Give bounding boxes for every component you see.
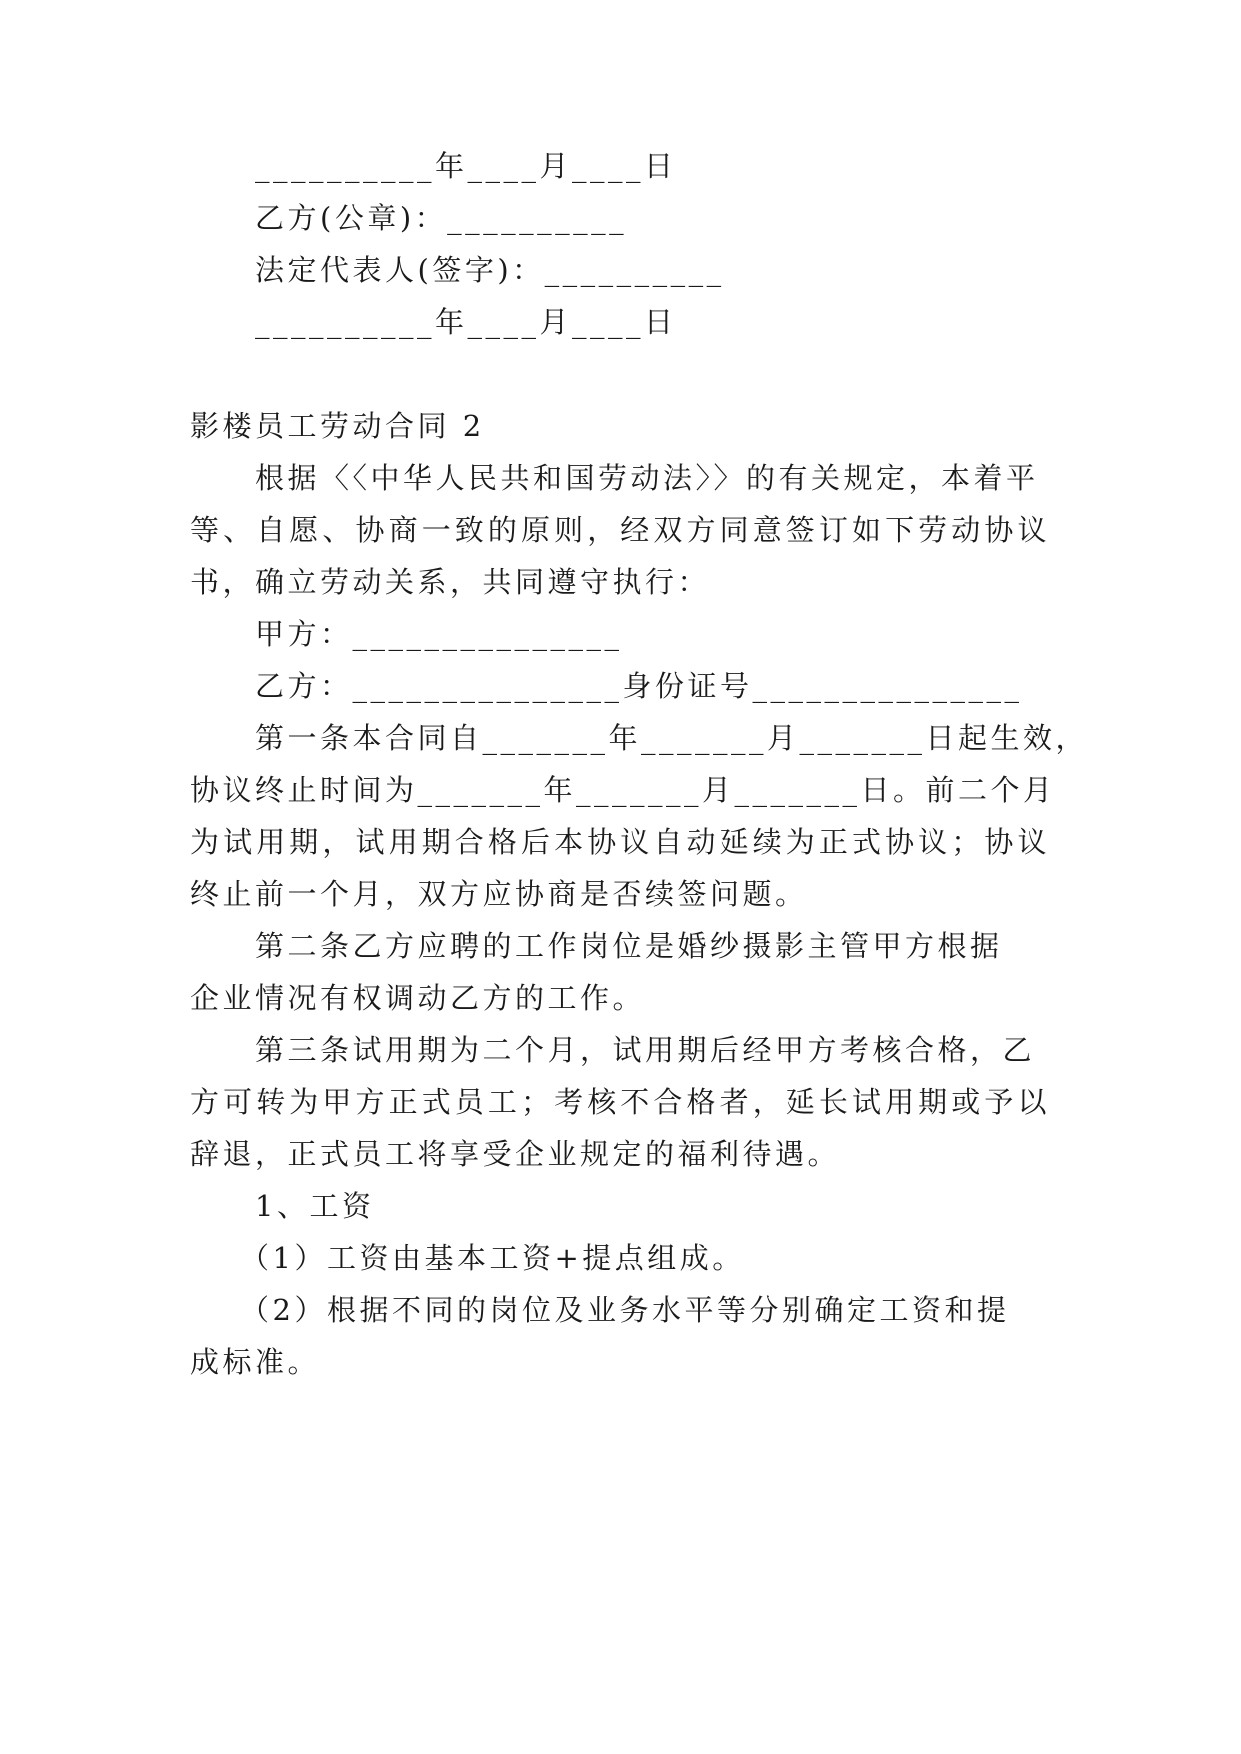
party-b-seal-line: 乙方(公章)：__________ xyxy=(255,201,628,235)
article-3-line-1: 第三条试用期为二个月，试用期后经甲方考核合格，乙 xyxy=(255,1033,1036,1067)
intro-line-3: 书，确立劳动关系，共同遵守执行： xyxy=(190,565,711,599)
article-1-line-2: 协议终止时间为_______年_______月_______日。前二个月 xyxy=(190,773,1056,807)
wage-heading: 1、工资 xyxy=(255,1189,375,1223)
intro-line-1: 根据〈〈中华人民共和国劳动法〉〉的有关规定，本着平 xyxy=(255,461,1039,495)
wage-item-1: （1）工资由基本工资+提点组成。 xyxy=(240,1241,745,1275)
date-line-1: __________年____月____日 xyxy=(255,149,677,183)
article-3-line-3: 辞退，正式员工将享受企业规定的福利待遇。 xyxy=(190,1137,841,1171)
wage-item-2-line-2: 成标准。 xyxy=(190,1345,321,1379)
article-3-line-2: 方可转为甲方正式员工；考核不合格者，延长试用期或予以 xyxy=(190,1085,1050,1119)
contract-title: 影楼员工劳动合同 2 xyxy=(190,409,485,443)
article-2-line-2: 企业情况有权调动乙方的工作。 xyxy=(190,981,646,1015)
article-1-line-4: 终止前一个月，双方应协商是否续签问题。 xyxy=(190,877,808,911)
article-1-line-1: 第一条本合同自_______年_______月_______日起生效， xyxy=(255,721,1089,755)
article-2-line-1: 第二条乙方应聘的工作岗位是婚纱摄影主管甲方根据 xyxy=(255,929,1003,963)
legal-rep-signature-line: 法定代表人(签字)：__________ xyxy=(255,253,725,287)
article-1-line-3: 为试用期，试用期合格后本协议自动延续为正式协议；协议 xyxy=(190,825,1050,859)
intro-line-2: 等、自愿、协商一致的原则，经双方同意签订如下劳动协议 xyxy=(190,513,1050,547)
date-line-2: __________年____月____日 xyxy=(255,305,677,339)
party-b-line: 乙方：_______________身份证号_______________ xyxy=(255,669,1023,703)
wage-item-2-line-1: （2）根据不同的岗位及业务水平等分别确定工资和提 xyxy=(240,1293,1010,1327)
party-a-line: 甲方：_______________ xyxy=(255,617,623,651)
